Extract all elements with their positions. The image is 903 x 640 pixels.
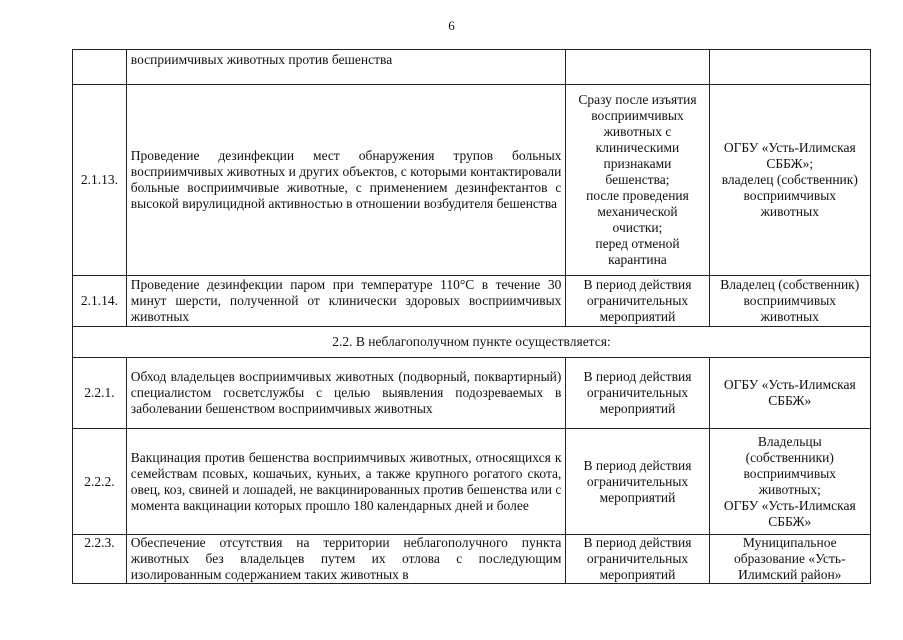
- row-period: [566, 50, 709, 85]
- row-description: Обеспечение отсутствия на территории неблагополучного пункта животных без владельцев путем их отлова с последующим изолированным содержанием таких животных в: [126, 535, 566, 584]
- page-number: 6: [448, 18, 455, 33]
- measures-table: [72, 49, 871, 584]
- row-number: [73, 50, 127, 85]
- row-responsible: ОГБУ «Усть-Илимская СББЖ»: [709, 358, 870, 429]
- row-number: 2.1.14.: [73, 276, 127, 327]
- table-row: [73, 429, 871, 535]
- row-description: Проведение дезинфекции паром при температуре 110°С в течение 30 минут шерсти, полученной от клинически здоровых восприимчивых животных: [126, 276, 566, 327]
- row-period: В период действия ограничительных мероприятий: [566, 358, 709, 429]
- table-row: [73, 85, 871, 276]
- table-row: [73, 50, 871, 85]
- row-period: В период действия ограничительных мероприятий: [566, 276, 709, 327]
- section-heading-row: [73, 327, 871, 358]
- row-period: Сразу после изъятия восприимчивых животных с клиническими признаками бешенства; после проведения механической очистки; перед отменой карантина: [566, 85, 709, 276]
- row-period: В период действия ограничительных мероприятий: [566, 535, 709, 584]
- row-description: Вакцинация против бешенства восприимчивых животных, относящихся к семействам псовых, кошачьих, куньих, а также крупного рогатого скота, овец, коз, свиней и лошадей, не вакцинированных против бешенства или с момента вакцинации которых прошло 180 календарных дней и более: [126, 429, 566, 535]
- row-number: 2.1.13.: [73, 85, 127, 276]
- section-heading: 2.2. В неблагополучном пункте осуществляется:: [73, 327, 871, 358]
- row-description: Проведение дезинфекции мест обнаружения трупов больных восприимчивых животных и других объектов, с которыми контактировали больные восприимчивые животные, с применением дезинфектантов с высокой вирулицидной активностью в отношении возбудителя бешенства: [126, 85, 566, 276]
- row-description: восприимчивых животных против бешенства: [126, 50, 566, 85]
- row-responsible: Муниципальное образование «Усть- Илимский район»: [709, 535, 870, 584]
- table-row: [73, 535, 871, 584]
- row-description: Обход владельцев восприимчивых животных (подворный, поквартирный) специалистом госветслужбы с целью выявления подозреваемых в заболевании бешенством восприимчивых животных: [126, 358, 566, 429]
- row-number: 2.2.1.: [73, 358, 127, 429]
- table-row: [73, 276, 871, 327]
- table-row: [73, 358, 871, 429]
- row-period: В период действия ограничительных мероприятий: [566, 429, 709, 535]
- row-responsible: ОГБУ «Усть-Илимская СББЖ»; владелец (собственник) восприимчивых животных: [709, 85, 870, 276]
- row-number: 2.2.2.: [73, 429, 127, 535]
- row-number: 2.2.3.: [73, 535, 127, 584]
- row-responsible: [709, 50, 870, 85]
- row-responsible: Владелец (собственник) восприимчивых животных: [709, 276, 870, 327]
- row-responsible: Владельцы (собственники) восприимчивых животных; ОГБУ «Усть-Илимская СББЖ»: [709, 429, 870, 535]
